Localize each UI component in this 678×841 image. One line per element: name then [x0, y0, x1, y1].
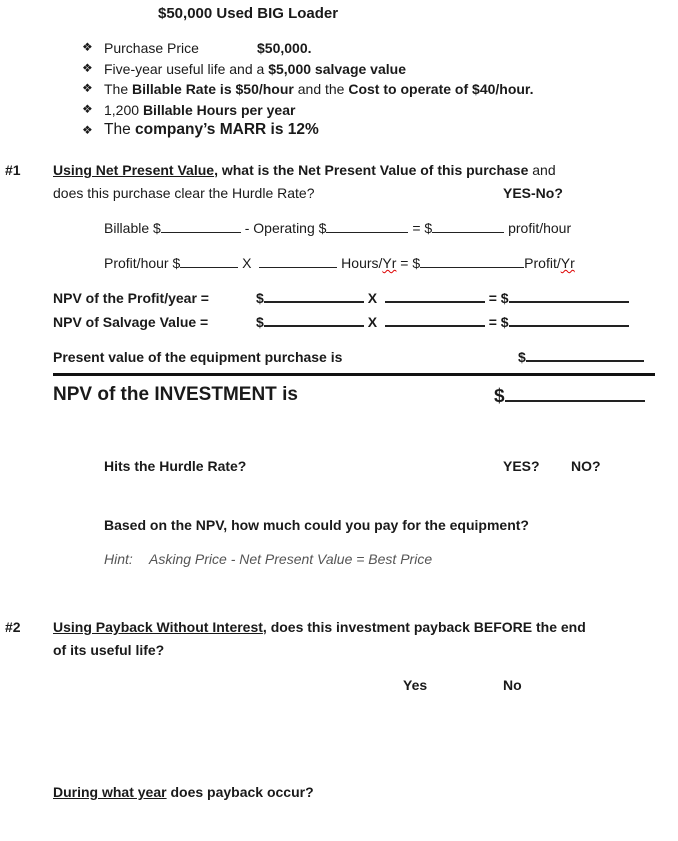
npv-investment-field	[494, 384, 645, 408]
hurdle-question: Hits the Hurdle Rate?	[104, 458, 247, 474]
payback-no-option[interactable]: No	[503, 677, 522, 693]
diamond-bullet-icon: ❖	[82, 123, 93, 137]
hurdle-yes-option[interactable]: YES?	[503, 458, 540, 474]
question-number-2: #2	[5, 619, 21, 635]
bullet-purchase-price	[104, 39, 312, 57]
text: The	[104, 121, 136, 138]
text: does payback occur?	[166, 784, 314, 800]
npv-profit-row	[53, 289, 509, 307]
profit-per-hour-row	[104, 219, 571, 237]
text-bold: Billable Hours per year	[142, 102, 296, 118]
multiply-sign: X	[367, 314, 378, 330]
payback-yes-option[interactable]: Yes	[403, 677, 428, 693]
factor-blank[interactable]	[385, 289, 485, 303]
profit-hour-unit: profit/hour	[508, 220, 572, 236]
question-1-line-1	[53, 161, 556, 179]
question-2-line-1	[53, 618, 586, 636]
factor-blank[interactable]	[385, 313, 485, 327]
dollar-sign: $	[518, 349, 526, 365]
dollar-sign: $	[256, 290, 264, 306]
equals-label: = $	[488, 290, 509, 306]
diamond-bullet-icon: ❖	[82, 102, 93, 116]
question-1-line-2: does this purchase clear the Hurdle Rate?	[53, 185, 315, 201]
profit-amount-blank[interactable]	[264, 289, 364, 303]
present-value-label: Present value of the equipment purchase is	[53, 349, 343, 365]
equals-label: = $	[412, 220, 433, 236]
text-bold: company’s MARR is 12%	[135, 121, 319, 138]
text: Five-year useful life and a	[104, 61, 269, 77]
payback-year-question	[53, 783, 314, 801]
text: 1,200	[104, 102, 143, 118]
question-topic: Using Payback Without Interest	[53, 619, 263, 635]
npv-investment-label: NPV of the INVESTMENT is	[53, 384, 298, 405]
text-bold: $5,000 salvage value	[268, 61, 406, 77]
question-topic: Using Net Present Value	[53, 162, 215, 178]
npv-salvage-label: NPV of Salvage Value =	[53, 314, 209, 330]
profit-year-blank[interactable]	[420, 255, 524, 268]
text: The	[104, 81, 133, 97]
text: and the	[293, 81, 349, 97]
question-topic: During what year	[53, 784, 167, 800]
bullet-rates	[104, 80, 534, 98]
operating-blank[interactable]	[326, 220, 408, 233]
value: $50,000.	[257, 40, 312, 56]
question-2-line-2: of its useful life?	[53, 642, 165, 658]
text-bold: Cost to operate of $40/hour.	[348, 81, 534, 97]
npv-investment-blank[interactable]	[505, 384, 645, 402]
best-price-question: Based on the NPV, how much could you pay for the equipment?	[104, 517, 529, 533]
salvage-amount-blank[interactable]	[264, 313, 364, 327]
equals-label: = $	[396, 255, 421, 271]
equals-label: = $	[488, 314, 509, 330]
billable-blank[interactable]	[161, 220, 241, 233]
hint-label: Hint:	[104, 551, 133, 567]
npv-salvage-formula	[256, 313, 629, 331]
text: and	[528, 162, 556, 178]
document-title: $50,000 Used BIG Loader	[158, 5, 339, 22]
bullet-marr	[104, 121, 319, 139]
text: , does this investment payback BEFORE the end	[262, 619, 586, 635]
npv-profit-formula	[256, 289, 629, 307]
divider-line	[53, 373, 655, 376]
npv-salvage-row	[53, 313, 509, 331]
dollar-sign: $	[494, 386, 505, 407]
hours-label: Hours/	[341, 255, 383, 271]
bullet-hours	[104, 101, 295, 119]
diamond-bullet-icon: ❖	[82, 81, 93, 95]
question-number-1: #1	[5, 162, 21, 178]
yr-label: Yr	[560, 255, 575, 271]
bullet-useful-life	[104, 60, 406, 78]
dollar-sign: $	[256, 314, 264, 330]
yes-no-prompt: YES-No?	[503, 185, 563, 201]
text-bold: Billable Rate is $50/hour	[132, 81, 294, 97]
diamond-bullet-icon: ❖	[82, 40, 93, 54]
text-bold: , what is the Net Present Value of this purchase	[214, 162, 529, 178]
present-value-field	[518, 348, 644, 366]
diamond-bullet-icon: ❖	[82, 61, 93, 75]
multiply-sign: X	[242, 255, 252, 271]
profit-hour-input-blank[interactable]	[180, 255, 238, 268]
result-blank[interactable]	[509, 289, 629, 303]
operating-label: - Operating $	[244, 220, 327, 236]
npv-profit-label: NPV of the Profit/year =	[53, 290, 209, 306]
hours-blank[interactable]	[259, 255, 337, 268]
yr-label: Yr	[382, 255, 397, 271]
profit-per-year-row	[104, 254, 575, 272]
multiply-sign: X	[367, 290, 378, 306]
hurdle-no-option[interactable]: NO?	[571, 458, 601, 474]
profit-hour-blank[interactable]	[432, 220, 504, 233]
profit-year-label: Profit/	[524, 255, 561, 271]
profit-hour-label: Profit/hour $	[104, 255, 181, 271]
label: Purchase Price	[104, 40, 199, 56]
billable-label: Billable $	[104, 220, 161, 236]
hint-text: Asking Price - Net Present Value = Best Price	[149, 551, 433, 567]
present-value-blank[interactable]	[526, 348, 644, 362]
result-blank[interactable]	[509, 313, 629, 327]
